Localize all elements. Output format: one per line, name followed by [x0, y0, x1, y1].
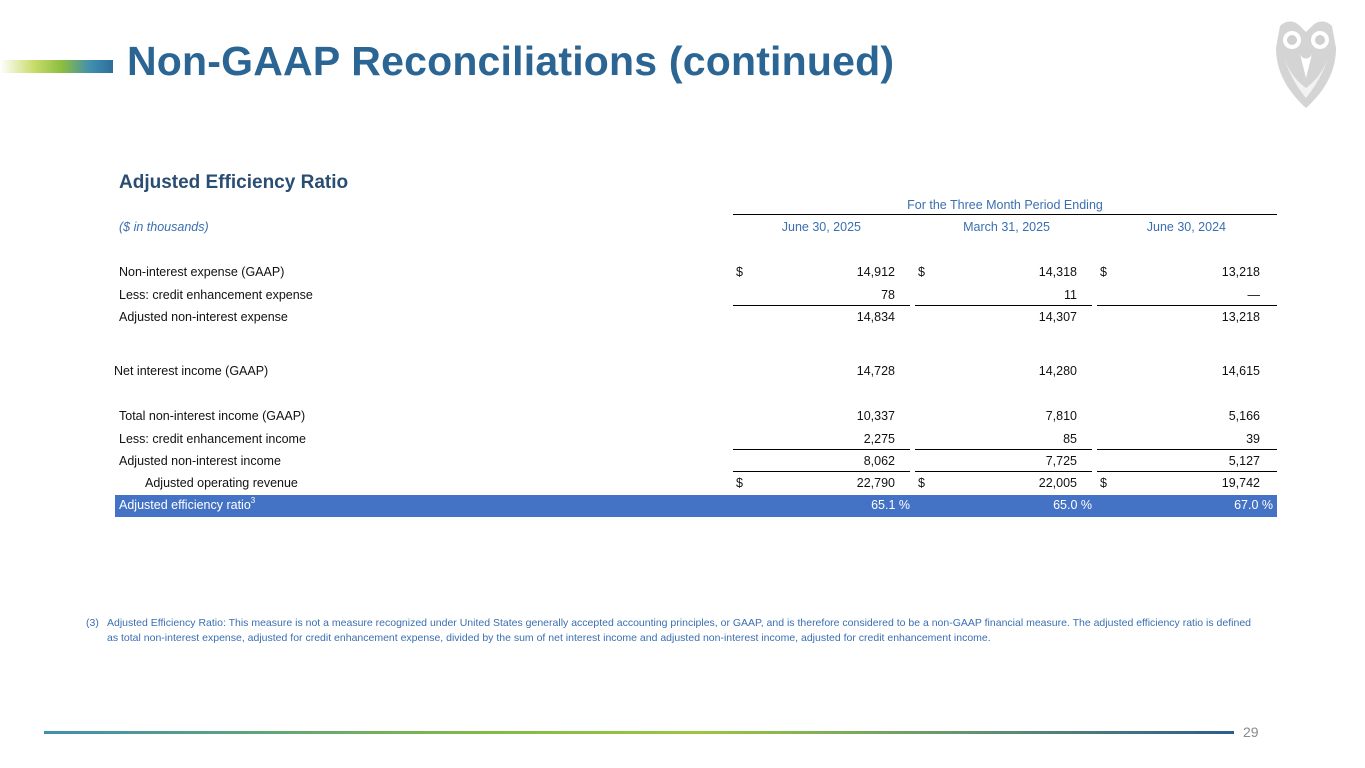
units-label: ($ in thousands)	[119, 220, 209, 234]
subtotal-rule	[733, 305, 910, 306]
table-cell: 14,280	[1038, 364, 1077, 378]
subtotal-rule	[1097, 305, 1277, 306]
table-cell: 14,615	[1221, 364, 1260, 378]
currency-symbol: $	[736, 265, 743, 279]
column-header-jun-2024: June 30, 2024	[1146, 220, 1226, 234]
table-cell: 11	[1064, 288, 1077, 302]
table-cell: 10,337	[856, 409, 895, 423]
subtotal-rule	[733, 449, 910, 450]
total-rule	[915, 471, 1092, 472]
currency-symbol: $	[918, 476, 925, 490]
owl-logo-icon	[1270, 18, 1342, 112]
row-label-credit-enhancement-expense: Less: credit enhancement expense	[119, 288, 313, 302]
subtotal-rule	[1097, 449, 1277, 450]
efficiency-ratio-row	[115, 495, 1277, 517]
table-cell: 85	[1063, 432, 1077, 446]
currency-symbol: $	[736, 476, 743, 490]
table-cell: 22,790	[856, 476, 895, 490]
table-cell: 67.0 %	[1234, 498, 1273, 512]
footnote-marker: (3)	[86, 617, 99, 629]
table-cell: 14,728	[856, 364, 895, 378]
currency-symbol: $	[1100, 265, 1107, 279]
footnote-ref: 3	[250, 496, 256, 505]
footnote	[86, 616, 1256, 646]
table-cell: 78	[881, 288, 895, 302]
currency-symbol: $	[918, 265, 925, 279]
table-cell: 8,062	[863, 454, 895, 468]
column-header-mar-2025: March 31, 2025	[963, 220, 1050, 234]
table-cell: 13,218	[1221, 310, 1260, 324]
title-accent-bar	[0, 60, 113, 73]
table-cell: 39	[1246, 432, 1260, 446]
table-cell: 65.1 %	[871, 498, 910, 512]
table-cell: 14,307	[1038, 310, 1077, 324]
table-cell: 7,810	[1045, 409, 1077, 423]
row-label-adjusted-operating-revenue: Adjusted operating revenue	[145, 476, 298, 490]
row-label-non-interest-expense: Non-interest expense (GAAP)	[119, 265, 285, 279]
ratio-label-text: Adjusted efficiency ratio	[119, 498, 251, 512]
total-rule	[1097, 471, 1277, 472]
table-cell: 65.0 %	[1053, 498, 1092, 512]
row-label-adjusted-non-interest-expense: Adjusted non-interest expense	[119, 310, 288, 324]
footer-accent-bar	[44, 731, 1234, 734]
page-number: 29	[1243, 724, 1259, 740]
row-label-net-interest-income: Net interest income (GAAP)	[114, 364, 269, 378]
table-cell: 5,127	[1228, 454, 1260, 468]
subtotal-rule	[915, 305, 1092, 306]
table-cell: —	[1247, 288, 1260, 302]
row-label-credit-enhancement-income: Less: credit enhancement income	[119, 432, 306, 446]
section-title: Adjusted Efficiency Ratio	[119, 172, 349, 193]
table-cell: 7,725	[1045, 454, 1077, 468]
row-label-adjusted-efficiency-ratio	[119, 498, 255, 512]
table-cell: 13,218	[1221, 265, 1260, 279]
table-cell: 14,834	[856, 310, 895, 324]
currency-symbol: $	[1100, 476, 1107, 490]
table-cell: 2,275	[863, 432, 895, 446]
row-label-total-non-interest-income: Total non-interest income (GAAP)	[119, 409, 306, 423]
footnote-text: Adjusted Efficiency Ratio: This measure is not a measure recognized under United States generally accepted accounting principles, or GAAP, and is therefore considered to be a non-GAAP financial measure. The adjusted efficiency ratio is defined as total non-interest expense, adjusted for credit enhancement expense, divided by the sum of net interest income and adjusted non-interest income, adjusted for credit enhancement income.	[107, 617, 1251, 644]
total-rule	[733, 471, 910, 472]
table-cell: 5,166	[1228, 409, 1260, 423]
period-header: For the Three Month Period Ending	[907, 198, 1103, 212]
period-header-rule	[733, 214, 1277, 215]
table-cell: 14,318	[1038, 265, 1077, 279]
subtotal-rule	[915, 449, 1092, 450]
row-label-adjusted-non-interest-income: Adjusted non-interest income	[119, 454, 281, 468]
table-cell: 14,912	[856, 265, 895, 279]
page-title: Non-GAAP Reconciliations (continued)	[127, 38, 895, 84]
table-cell: 22,005	[1038, 476, 1077, 490]
table-cell: 19,742	[1221, 476, 1260, 490]
column-header-jun-2025: June 30, 2025	[781, 220, 861, 234]
